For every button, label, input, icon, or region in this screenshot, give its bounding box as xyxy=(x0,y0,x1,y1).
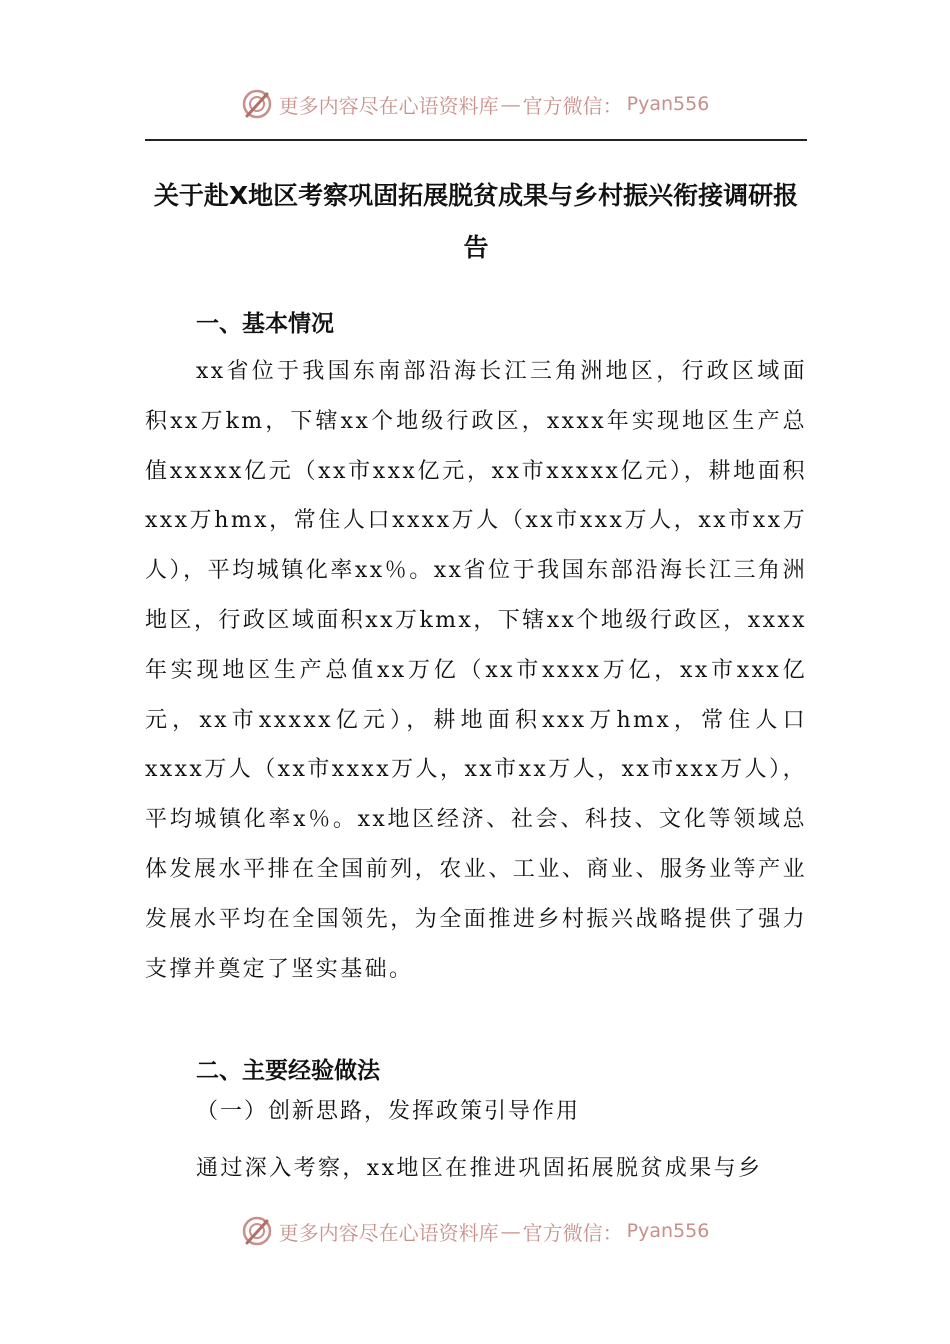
header-divider xyxy=(145,139,807,141)
section1-paragraph: xx省位于我国东南部沿海长江三角洲地区，行政区域面积xx万km，下辖xx个地级行政区，xxxx年实现地区生产总值xxxxx亿元（xx市xxx亿元，xx市xxxxx亿元），耕地面积xxx万hmx，常住人口xxxx万人（xx市xxx万人，xx市xx万人），平均城镇化率xx％。xx省位于我国东部沿海长江三角洲地区，行政区域面积xx万kmx，下辖xx个地级行政区，xxxx年实现地区生产总值xx万亿（xx市xxxx万亿，xx市xxx亿元，xx市xxxxx亿元），耕地面积xxx万hmx，常住人口xxxx万人（xx市xxxx万人，xx市xx万人，xx市xxx万人），平均城镇化率x％。xx地区经济、社会、科技、文化等领域总体发展水平排在全国前列，农业、工业、商业、服务业等产业发展水平均在全国领先，为全面推进乡村振兴战略提供了强力支撑并奠定了坚实基础。 xyxy=(145,359,807,982)
watermark-id: Pyan556 xyxy=(626,93,710,115)
document-title: 关于赴X地区考察巩固拓展脱贫成果与乡村振兴衔接调研报告 xyxy=(153,181,799,262)
watermark-id: Pyan556 xyxy=(626,1220,710,1242)
pen-logo-icon xyxy=(241,88,273,120)
watermark-separator: — xyxy=(500,1219,521,1243)
watermark-separator: — xyxy=(500,92,521,116)
watermark-text: 更多内容尽在心语资料库 xyxy=(278,93,499,118)
pen-logo-icon xyxy=(241,1215,273,1247)
footer-watermark xyxy=(0,1211,950,1251)
header-watermark xyxy=(0,84,950,124)
section1-heading: 一、基本情况 xyxy=(196,311,334,337)
subsection1-paragraph: 通过深入考察，xx地区在推进巩固拓展脱贫成果与乡 xyxy=(196,1156,763,1181)
watermark-official: 官方微信： xyxy=(522,93,623,118)
subsection1-heading: （一）创新思路，发挥政策引导作用 xyxy=(196,1099,581,1124)
section2-heading: 二、主要经验做法 xyxy=(196,1058,380,1084)
watermark-text: 更多内容尽在心语资料库 xyxy=(278,1220,499,1245)
watermark-official: 官方微信： xyxy=(522,1220,623,1245)
